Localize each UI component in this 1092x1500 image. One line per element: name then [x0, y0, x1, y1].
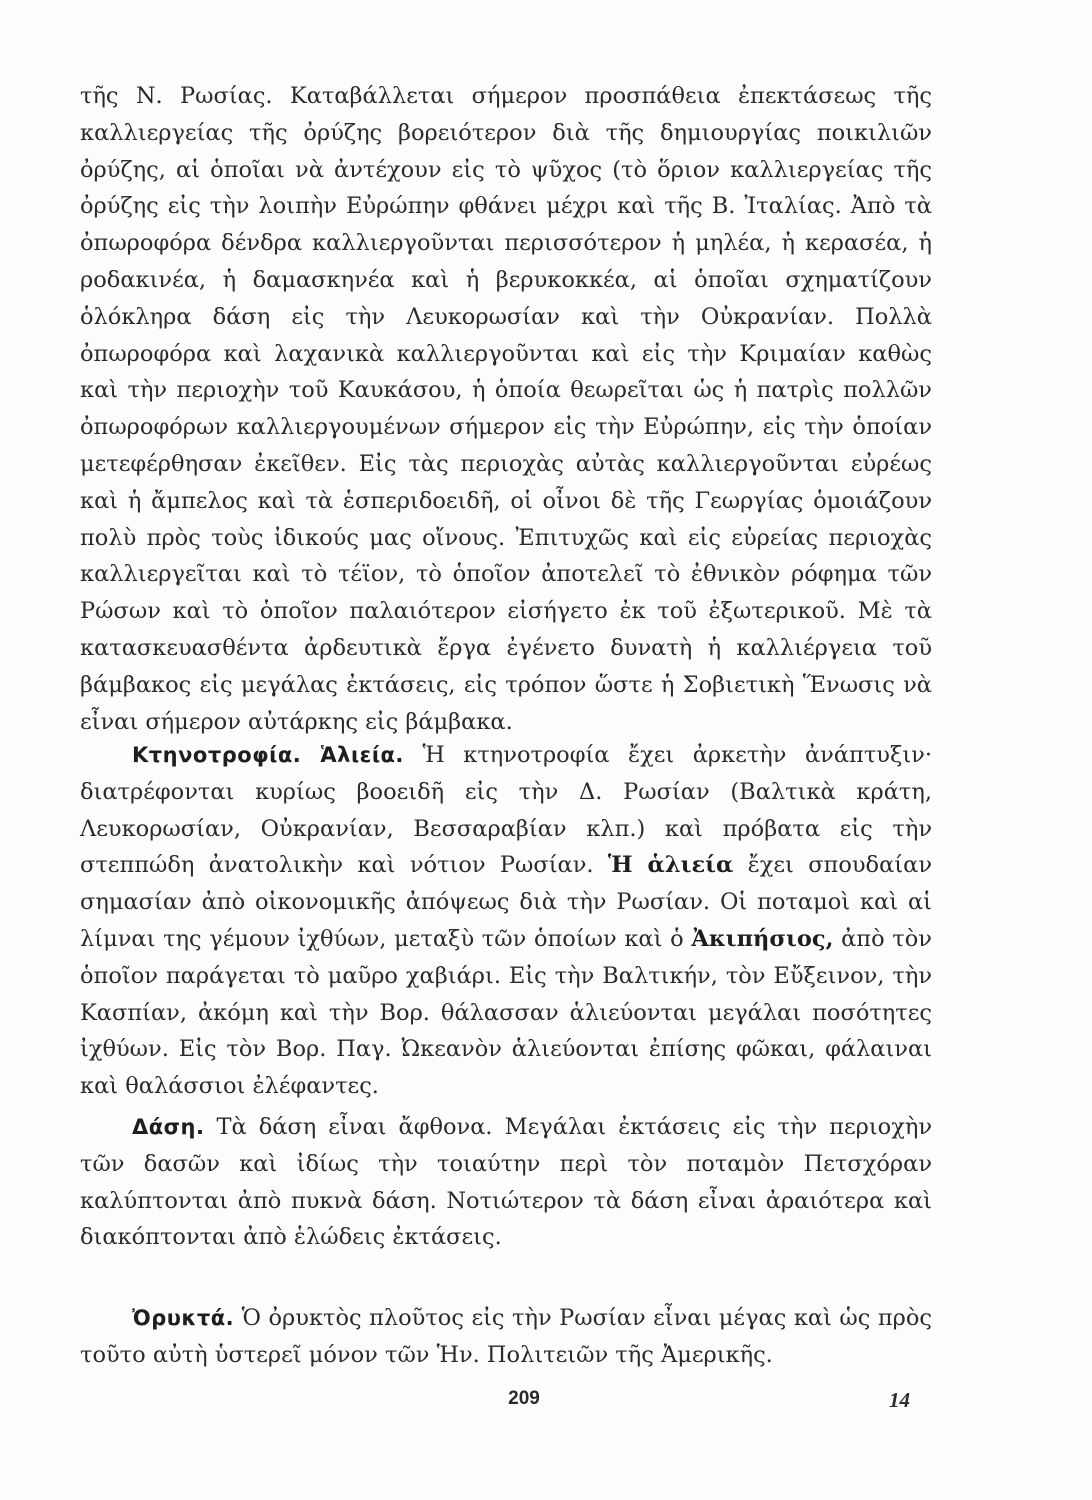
forests-heading: Δάση.: [132, 1115, 205, 1139]
fishing-text: ἔχει σπουδαίαν σημασίαν ἀπὸ οἰκονομικῆς ἀπόψεως διὰ τὴν Ρωσίαν. Οἱ ποταμοὶ καὶ αἱ λίμναι της γέμουν ἰχθύων, μεταξὺ τῶν ὁποίων καὶ ὁ: [80, 852, 932, 952]
signature-mark: 14: [889, 1388, 910, 1412]
page-number: 209: [508, 1388, 540, 1409]
minerals-section: [80, 1300, 932, 1374]
intro-paragraph: τῆς Ν. Ρωσίας. Καταβάλλεται σήμερον προσπάθεια ἐπεκτάσεως τῆς καλλιεργείας τῆς ὀρύζης βορειότερον διὰ τῆς δημιουργίας ποικιλιῶν ὀρύζης, αἱ ὁποῖαι νὰ ἀντέχουν εἰς τὸ ψῦχος (τὸ ὅριον καλλιεργείας τῆς ὀρύζης εἰς τὴν λοιπὴν Εὐρώπην φθάνει μέχρι καὶ τῆς Β. Ἰταλίας. Ἀπὸ τὰ ὀπωροφόρα δένδρα καλλιεργοῦνται περισσότερον ἡ μηλέα, ἡ κερασέα, ἡ ροδακινέα, ἡ δαμασκηνέα καὶ ἡ βερυκοκκέα, αἱ ὁποῖαι σχηματίζουν ὁλόκληρα δάση εἰς τὴν Λευκορωσίαν καὶ τὴν Οὐκρανίαν. Πολλὰ ὀπωροφόρα καὶ λαχανικὰ καλλιεργοῦνται καὶ εἰς τὴν Κριμαίαν καθὼς καὶ τὴν περιοχὴν τοῦ Καυκάσου, ἡ ὁποία θεωρεῖται ὡς ἡ πατρὶς πολλῶν ὀπωροφόρων καλλιεργουμένων σήμερον εἰς τὴν Εὐρώπην, εἰς τὴν ὁποίαν μετεφέρθησαν ἐκεῖθεν. Εἰς τὰς περιοχὰς αὐτὰς καλλιεργοῦνται εὐρέως καὶ ἡ ἄμπελος καὶ τὰ ἑσπεριδοειδῆ, οἱ οἶνοι δὲ τῆς Γεωργίας ὁμοιάζουν πολὺ πρὸς τοὺς ἰδικούς μας οἴνους. Ἐπιτυχῶς καὶ εἰς εὐρείας περιοχὰς καλλιεργεῖται καὶ τὸ τέϊον, τὸ ὁποῖον ἀποτελεῖ τὸ ἐθνικὸν ρόφημα τῶν Ρώσων καὶ τὸ ὁποῖον παλαιότερον εἰσήγετο ἐκ τοῦ ἐξωτερικοῦ. Μὲ τὰ κατασκευασθέντα ἀρδευτικὰ ἔργα ἐγένετο δυνατὴ ἡ καλλιέργεια τοῦ βάμβακος εἰς μεγάλας ἐκτάσεις, εἰς τρόπον ὥστε ἡ Σοβιετικὴ Ἕνωσις νὰ εἶναι σήμερον αὐτάρκης εἰς βάμβακα.: [80, 83, 932, 735]
forests-paragraph: [80, 1109, 932, 1256]
forests-text: Τὰ δάση εἶναι ἄφθονα. Μεγάλαι ἐκτάσεις εἰς τὴν περιοχὴν τῶν δασῶν καὶ ἰδίως τὴν τοιαύτην περὶ τὸν ποταμὸν Πετσχόραν καλύπτονται ἀπὸ πυκνὰ δάση. Νοτιώτερον τὰ δάση εἶναι ἀραιότερα καὶ διακόπτονται ἀπὸ ἑλώδεις ἐκτάσεις.: [80, 1114, 932, 1251]
caviar-text: ἀπὸ τὸν ὁποῖον παράγεται τὸ μαῦρο χαβιάρι. Εἰς τὴν Βαλτικήν, τὸν Εὔξεινον, τὴν Κασπίαν, ἀκόμη καὶ τὴν Βορ. θάλασσαν ἁλιεύονται μεγάλαι ποσότητες ἰχθύων. Εἰς τὸν Βορ. Παγ. Ὠκεανὸν ἁλιεύονται ἐπίσης φῶκαι, φάλαιναι καὶ θαλάσσιοι ἐλέφαντες.: [80, 925, 932, 1100]
sturgeon-term: Ἀκιπήσιος,: [691, 925, 834, 952]
minerals-heading: Ὀρυκτά.: [132, 1306, 235, 1330]
livestock-text: Ἡ κτηνοτροφία ἔχει ἀρκετὴν ἀνάπτυξιν· διατρέφονται κυρίως βοοειδῆ εἰς τὴν Δ. Ρωσίαν (Βαλτικὰ κράτη, Λευκορωσίαν, Οὐκρανίαν, Βεσσαραβίαν κλπ.) καὶ πρόβατα εἰς τὴν στεππώδη ἀνατολικὴν καὶ νότιον Ρωσίαν.: [80, 742, 933, 879]
fishing-term: Ἡ ἁλιεία: [607, 852, 734, 879]
minerals-paragraph: [80, 1300, 932, 1374]
livestock-paragraph: [80, 737, 932, 1105]
intro-section: [80, 78, 932, 740]
forests-section: [80, 1109, 932, 1256]
livestock-heading: Κτηνοτροφία. Ἁλιεία.: [132, 743, 404, 767]
livestock-fishing-section: [80, 737, 932, 1105]
minerals-text: Ὁ ὀρυκτὸς πλοῦτος εἰς τὴν Ρωσίαν εἶναι μέγας καὶ ὡς πρὸς τοῦτο αὐτὴ ὑστερεῖ μόνον τῶν Ἡν. Πολιτειῶν τῆς Ἀμερικῆς.: [80, 1305, 932, 1368]
